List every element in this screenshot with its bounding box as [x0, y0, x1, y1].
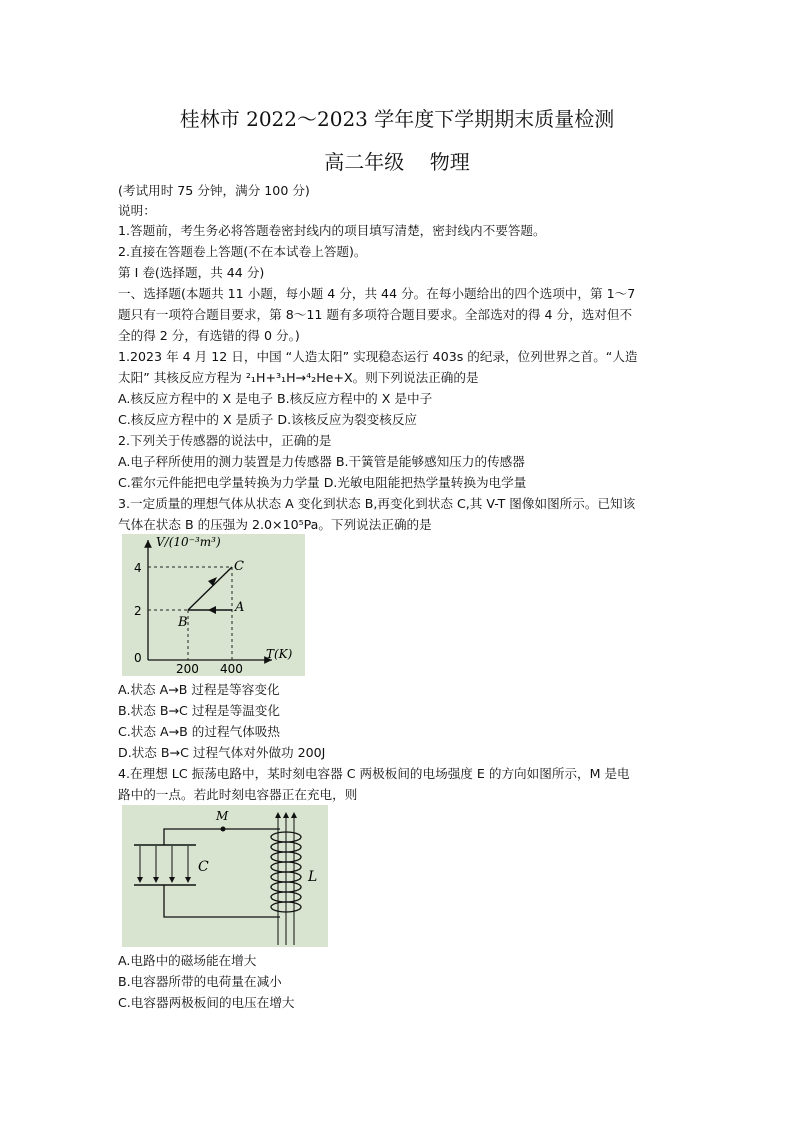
exam-title: 桂林市 2022～2023 学年度下学期期末质量检测	[179, 107, 615, 131]
q3-option-d: D.状态 B→C 过程气体对外做功 200J	[118, 745, 326, 760]
origin-label: 0	[134, 651, 142, 665]
x-tick-400: 400	[220, 662, 243, 676]
y-tick-4: 4	[134, 561, 142, 575]
q1-stem-1: 1.2023 年 4 月 12 日，中国 “人造太阳” 实现稳态运行 403s 的纪录，位列世界之首。“人造	[118, 349, 638, 364]
q2-stem: 2.下列关于传感器的说法中，正确的是	[118, 433, 332, 448]
bottom-wire	[164, 885, 280, 917]
q1-options-1: A.核反应方程中的 X 是电子 B.核反应方程中的 X 是中子	[118, 391, 433, 406]
notes-heading: 说明：	[118, 203, 156, 218]
point-b-label: B	[178, 615, 188, 630]
point-a-label: A	[235, 600, 245, 615]
q4-stem-1: 4.在理想 LC 振荡电路中，某时刻电容器 C 两极板间的电场强度 E 的方向如图所示，M 是电	[118, 766, 630, 781]
q2-options-1: A.电子秤所使用的测力装置是力传感器 B.干簧管是能够感知压力的传感器	[118, 454, 525, 469]
q4-lc-circuit	[122, 805, 328, 947]
exam-subtitle: 高二年级 物理	[324, 150, 470, 174]
q3-vt-graph	[122, 534, 305, 676]
point-m	[221, 827, 226, 832]
capacitor-label: C	[198, 859, 209, 875]
q1-options-2: C.核反应方程中的 X 是质子 D.该核反应为裂变核反应	[118, 412, 418, 427]
section-instructions-2: 题只有一项符合题目要求，第 8～11 题有多项符合题目要求。全部选对的得 4 分，选对但不	[118, 307, 633, 322]
note-2: 2.直接在答题卷上答题(不在本试卷上答题)。	[118, 244, 367, 259]
q2-options-2: C.霍尔元件能把电学量转换为力学量 D.光敏电阻能把热学量转换为电学量	[118, 475, 527, 490]
inductor-label: L	[308, 869, 318, 885]
q1-stem-2: 太阳” 其核反应方程为 ²₁H+³₁H→⁴₂He+X。则下列说法正确的是	[118, 370, 479, 385]
x-tick-200: 200	[176, 662, 199, 676]
x-axis-label: T(K)	[266, 647, 293, 661]
arrow-b-to-c-icon	[208, 577, 217, 586]
path-b-to-c	[188, 567, 232, 610]
note-1: 1.答题前，考生务必将答题卷密封线内的项目填写清楚，密封线内不要答题。	[118, 223, 546, 238]
q3-stem-1: 3.一定质量的理想气体从状态 A 变化到状态 B,再变化到状态 C,其 V-T 图像如图所示。已知该	[118, 496, 636, 511]
q4-option-a: A.电路中的磁场能在增大	[118, 953, 257, 968]
section-instructions-3: 全的得 2 分，有选错的得 0 分。)	[118, 328, 300, 343]
arrow-a-to-b-icon	[208, 606, 216, 614]
q4-option-b: B.电容器所带的电荷量在减小	[118, 974, 282, 989]
q3-stem-2: 气体在状态 B 的压强为 2.0×10⁵Pa。下列说法正确的是	[118, 517, 432, 532]
point-m-label: M	[216, 809, 229, 823]
y-tick-2: 2	[134, 604, 142, 618]
section-instructions-1: 一、选择题(本题共 11 小题，每小题 4 分，共 44 分。在每小题给出的四个选项中，第 1～7	[118, 286, 636, 301]
exam-time-note: (考试用时 75 分钟，满分 100 分)	[118, 183, 310, 198]
y-axis-label: V/(10⁻³m³)	[156, 535, 221, 549]
q3-option-a: A.状态 A→B 过程是等容变化	[118, 682, 280, 697]
q4-option-c: C.电容器两极板间的电压在增大	[118, 995, 295, 1010]
q4-stem-2: 路中的一点。若此时刻电容器正在充电，则	[118, 787, 358, 802]
q3-option-b: B.状态 B→C 过程是等温变化	[118, 703, 280, 718]
part-1-heading: 第 I 卷(选择题，共 44 分)	[118, 265, 265, 280]
top-wire	[164, 829, 280, 845]
q3-option-c: C.状态 A→B 的过程气体吸热	[118, 724, 280, 739]
point-c-label: C	[234, 559, 244, 574]
